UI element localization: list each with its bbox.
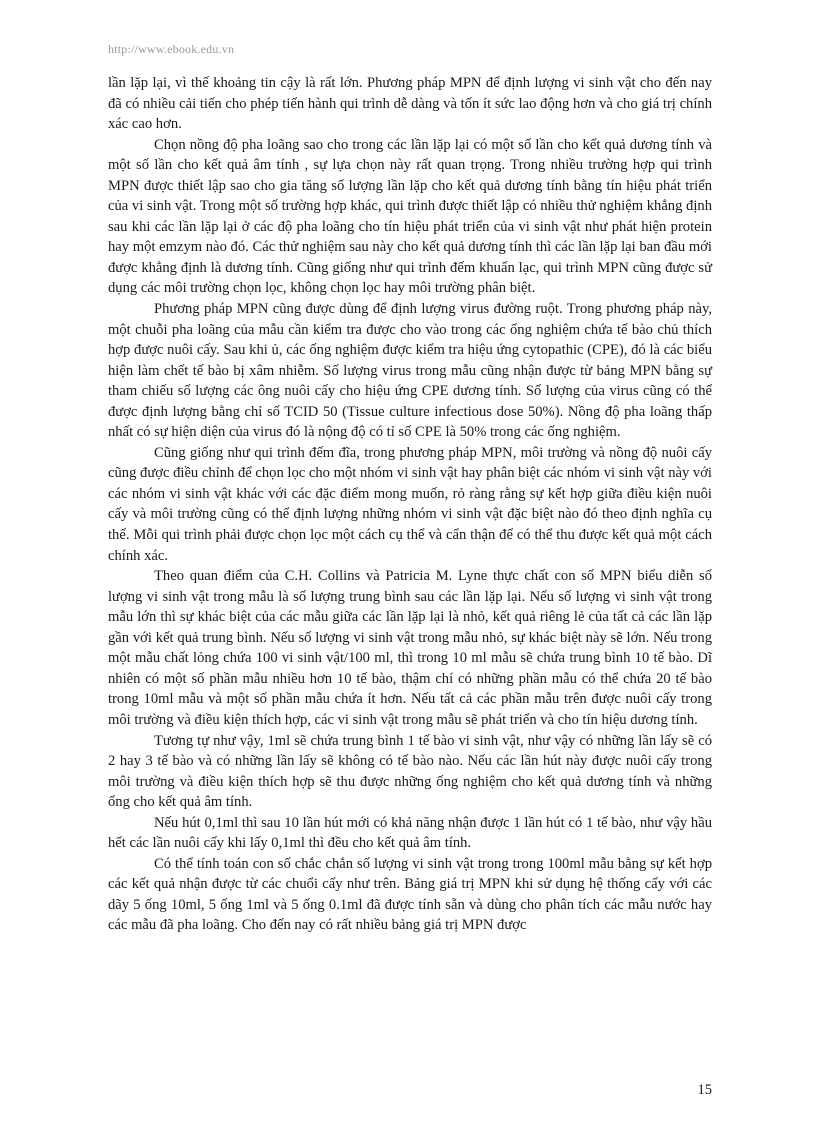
page-number: 15: [697, 1082, 712, 1098]
paragraph: Tương tự như vậy, 1ml sẽ chứa trung bình 1 tế bào vi sinh vật, như vậy có những lần lấy sẽ có 2 hay 3 tế bào và có những lần lấy sẽ không có tế bào nào. Nếu các lần hút này được nuôi cấy trong môi trường và điều kiện thích hợp sẽ thu được những ống nghiệm cho kết quả dương tính và những ống cho kết quả âm tính.: [108, 732, 712, 811]
paragraph: Có thể tính toán con số chắc chắn số lượng vi sinh vật trong trong 100ml mẫu bằng sự kết hợp các kết quả nhận được từ các chuổi cấy như trên. Bảng giá trị MPN khi sử dụng hệ thống cấy với các dãy 5 ống 10ml, 5 ống 1ml và 5 ống 0.1ml đã được tính sẵn và dùng cho phân tích các mẫu nước hay các mẫu đã pha loãng. Cho đến nay có rất nhiều bảng giá trị MPN được: [108, 855, 712, 934]
paragraph: Nếu hút 0,1ml thì sau 10 lần hút mới có khả năng nhận được 1 lần hút có 1 tế bào, như vậy hầu hết các lần nuôi cấy khi lấy 0,1ml thì đều cho kết quả âm tính.: [108, 814, 712, 852]
header-url: http://www.ebook.edu.vn: [108, 42, 235, 56]
paragraph: Theo quan điểm của C.H. Collins và Patricia M. Lyne thực chất con số MPN biểu diễn số lượng vi sinh vật trong mẫu là số lượng trung bình sau các lần lặp lại. Nếu số lượng vi sinh vật trong mẫu lớn thì sự khác biệt của các mẫu giữa các lần lặp lại là nhỏ, kết quả riêng lẻ của tất cả các lần lặp gần với kết quả trung bình. Nếu số lượng vi sinh vật trong mẫu nhỏ, sự khác biệt này sẽ lớn. Nếu trong một mẫu chất lỏng chứa 100 vi sinh vật/100 ml, thì trong 10 ml mẫu sẽ chứa trung bình 10 tế bào. Dĩ nhiên có một số phần mẫu nhiều hơn 10 tế bào, thậm chí có những phần mẫu có thể chứa 20 tế bào trong 10ml mẫu và một số phần mẫu chứa ít hơn. Nếu tất cả các phần mẫu trên được nuôi cấy trong môi trường và điều kiện thích hợp, các vi sinh vật trong mẫu sẽ phát triển và cho tín hiệu dương tính.: [108, 568, 712, 728]
paragraph: Cũng giống như qui trình đếm đĩa, trong phương pháp MPN, môi trường và nồng độ nuôi cấy cũng được điều chỉnh để chọn lọc cho một nhóm vi sinh vật hay phân biệt các nhóm vi sinh vật này với các nhóm vi sinh vật khác với các đặc điểm mong muốn, rỏ ràng rằng sự kết hợp giữa điều kiện nuôi cấy và môi trường cũng có thể định lượng những nhóm vi sinh vật đặc biệt nào đó theo định nghĩa cụ thể. Mỗi qui trình phải được chọn lọc một cách cụ thể và cẩn thận để có thể thu được kết quả một cách chính xác.: [108, 444, 712, 564]
paragraph-continuation: lần lặp lại, vì thế khoảng tin cậy là rất lớn. Phương pháp MPN để định lượng vi sinh vật cho đến nay đã có nhiều cải tiến cho phép tiến hành qui trình dễ dàng và tốn ít sức lao động hơn và cho giá trị chính xác cao hơn.: [108, 75, 712, 133]
paragraph: Chọn nồng độ pha loãng sao cho trong các lần lặp lại có một số lần cho kết quả dương tính và một số lần cho kết quả âm tính , sự lựa chọn này rất quan trọng. Trong nhiều trường hợp qui trình MPN được thiết lập sao cho gia tăng số lượng lần lặp cho kết quả dương tính bằng tín hiệu phát triển của vi sinh vật. Trong một số trường hợp khác, qui trình được thiết lập có nhiều thử nghiệm khẳng định sau khi các lần lặp lại ở các độ pha loãng cho tín hiệu phát triển của vi sinh vật như phát hiện protein hay một emzym nào đó. Các thử nghiệm sau này cho kết quả dương tính thì các lần lặp lại ban đầu mới được khẳng định là dương tính. Cũng giống như qui trình đếm khuẩn lạc, qui trình MPN cũng được sử dụng các môi trường chọn lọc, không chọn lọc hay môi trường phân biệt.: [108, 136, 712, 297]
body-text: [108, 73, 712, 936]
paragraph: Phương pháp MPN cũng được dùng để định lượng virus đường ruột. Trong phương pháp này, một chuỗi pha loãng của mẫu cần kiểm tra được cho vào trong các ống nghiệm chứa tế bào chủ thích hợp được nuôi cấy. Sau khi ủ, các ống nghiệm được kiểm tra hiệu ứng cytopathic (CPE), đó là các biểu hiện làm chết tế bào bị xâm nhiễm. Số lượng virus trong mẫu cũng nhận được từ bảng MPN bằng sự tham chiếu số lượng các ông nuôi cấy cho hiệu ứng CPE dương tính. Số lượng của virus cũng có thể được định lượng bằng chỉ số TCID 50 (Tissue culture infectious dose 50%). Nồng độ pha loãng thấp nhất có sự hiện diện của virus đó là nộng độ có tỉ số CPE là 50% trong các ống nghiệm.: [108, 301, 712, 441]
